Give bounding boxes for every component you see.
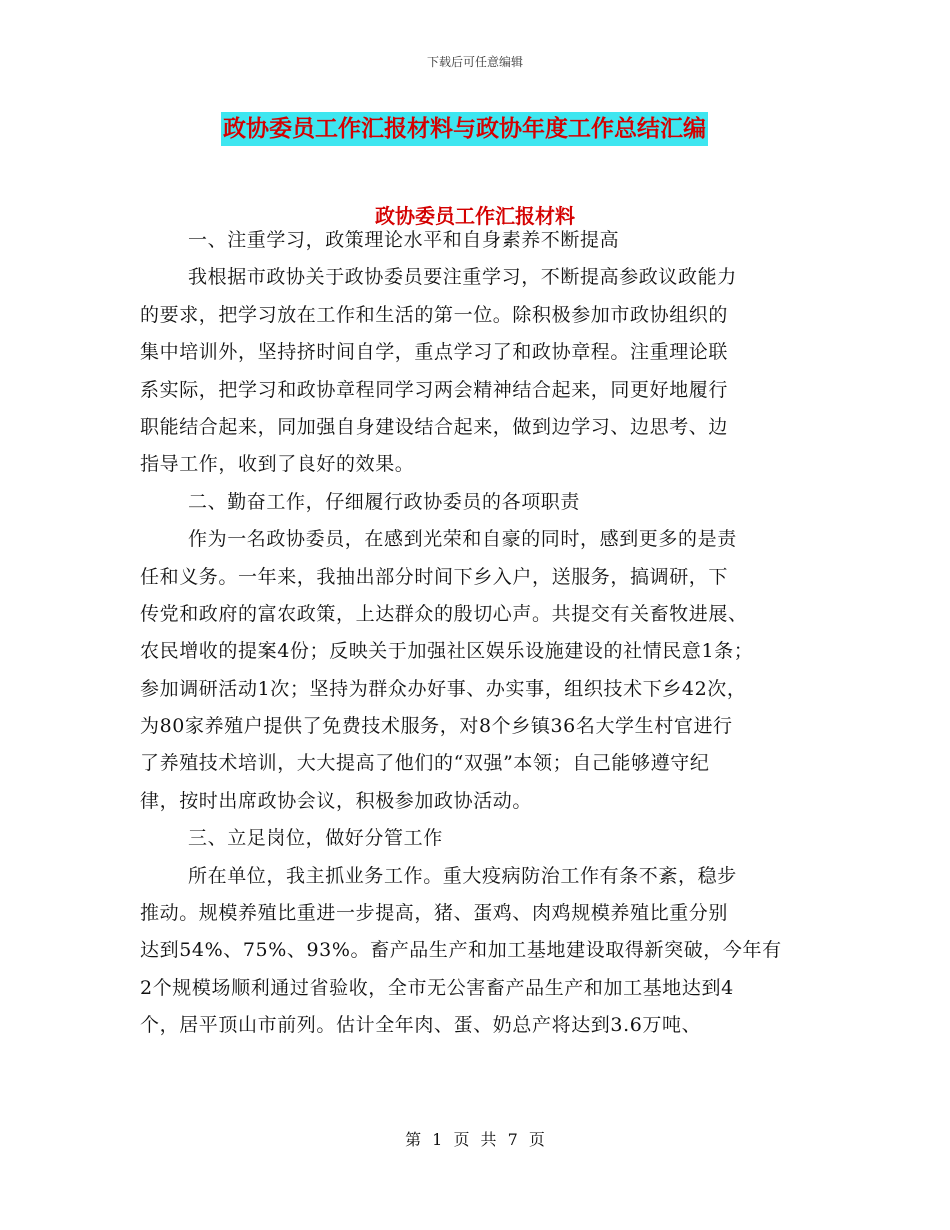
paragraph-line: 推动。规模养殖比重进一步提高，猪、蛋鸡、肉鸡规模养殖比重分别 — [140, 902, 729, 925]
paragraph-line: 农民增收的提案4份；反映关于加强社区娱乐设施建设的社情民意1条； — [140, 640, 754, 663]
paragraph-line: 我根据市政协关于政协委员要注重学习，不断提高参政议政能力 — [188, 266, 737, 289]
paragraph-line: 任和义务。一年来，我抽出部分时间下乡入户，送服务，搞调研，下 — [140, 565, 729, 588]
paragraph-line: 参加调研活动1次；坚持为群众办好事、办实事，组织技术下乡42次， — [140, 677, 747, 700]
paragraph-line: 为80家养殖户提供了免费技术服务，对8个乡镇36名大学生村官进行 — [140, 715, 733, 738]
paragraph-line: 传党和政府的富农政策，上达群众的殷切心声。共提交有关畜牧进展、 — [140, 602, 748, 625]
paragraph-line: 作为一名政协委员，在感到光荣和自豪的同时，感到更多的是责 — [188, 528, 737, 551]
paragraph-line: 指导工作，收到了良好的效果。 — [140, 453, 415, 476]
paragraph-line: 职能结合起来，同加强自身建设结合起来，做到边学习、边思考、边 — [140, 415, 729, 438]
body-text — [140, 222, 830, 1045]
heading-3: 三、立足岗位，做好分管工作 — [188, 827, 443, 850]
paragraph-line: 达到54%、75%、93%。畜产品生产和加工基地建设取得新突破，今年有 — [140, 939, 782, 962]
heading-1: 一、注重学习，政策理论水平和自身素养不断提高 — [188, 229, 620, 251]
heading-2: 二、勤奋工作，仔细履行政协委员的各项职责 — [188, 490, 581, 513]
paragraph-line: 了养殖技术培训，大大提高了他们的“双强”本领；自己能够遵守纪 — [140, 752, 710, 775]
main-title: 政协委员工作汇报材料与政协年度工作总结汇编 — [221, 112, 708, 146]
section-title: 政协委员工作汇报材料 — [375, 204, 575, 228]
paragraph-line: 系实际，把学习和政协章程同学习两会精神结合起来，同更好地履行 — [140, 378, 729, 401]
paragraph-line: 个，居平顶山市前列。估计全年肉、蛋、奶总产将达到3.6万吨、 — [140, 1014, 702, 1037]
page-footer: 第 1 页 共 7 页 — [405, 1130, 545, 1149]
header-note: 下载后可任意编辑 — [426, 55, 523, 69]
paragraph-line: 所在单位，我主抓业务工作。重大疫病防治工作有条不紊，稳步 — [188, 864, 737, 887]
paragraph-line: 2个规模场顺利通过省验收，全市无公害畜产品生产和加工基地达到4 — [140, 976, 734, 999]
paragraph-line: 的要求，把学习放在工作和生活的第一位。除积极参加市政协组织的 — [140, 303, 729, 326]
paragraph-line: 集中培训外，坚持挤时间自学，重点学习了和政协章程。注重理论联 — [140, 341, 729, 364]
paragraph-line: 律，按时出席政协会议，积极参加政协活动。 — [140, 789, 533, 812]
